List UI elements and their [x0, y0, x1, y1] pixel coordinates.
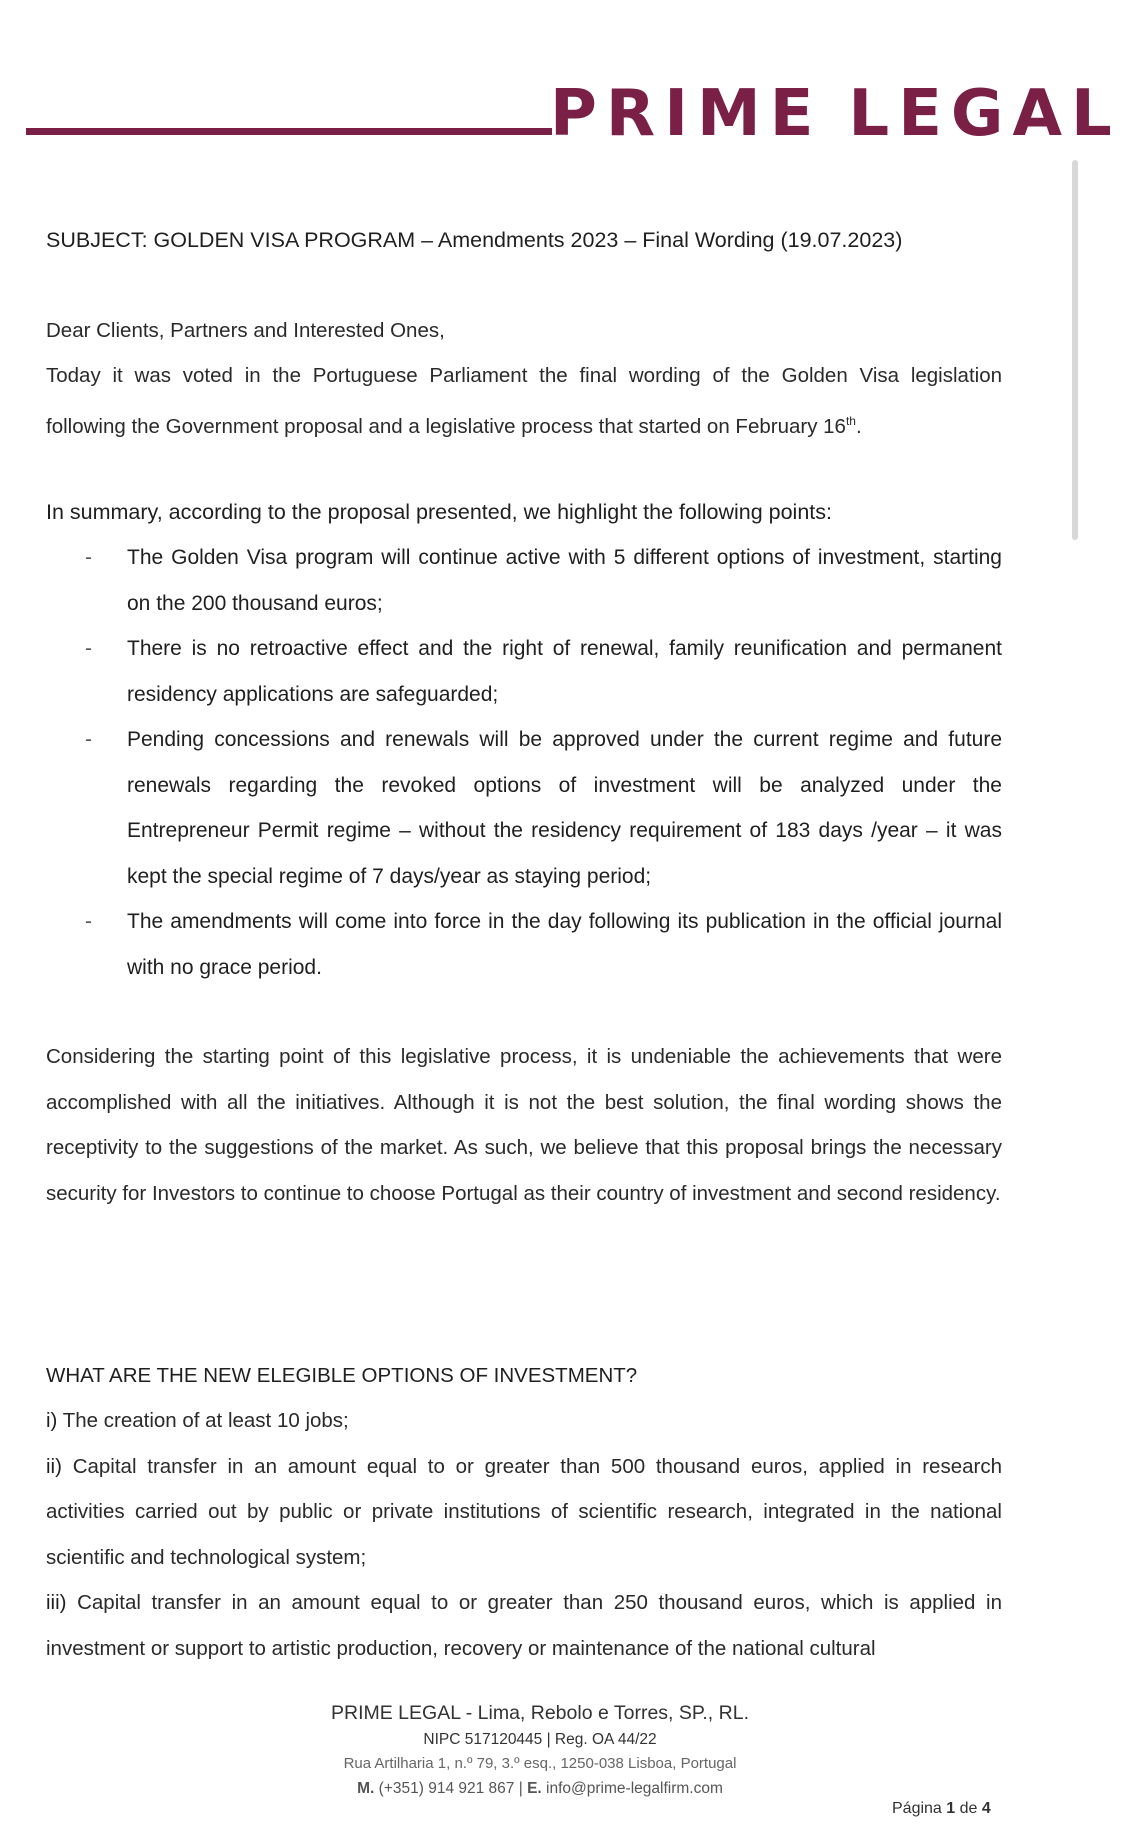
list-item: - There is no retroactive effect and the right of renewal, family reunification and permanent residency applications are safeguarded;	[85, 637, 1002, 706]
logo-word-legal: LEGAL	[848, 77, 1121, 151]
intro-paragraph	[46, 353, 1002, 449]
option-item: iii) Capital transfer in an amount equal to or greater than 250 thousand euros, which is applied in investment or support to artistic production, recovery or maintenance of the national cultural	[46, 1591, 1002, 1660]
page-indicator: Página 1 de 4	[892, 1800, 991, 1817]
footer-registration: NIPC 517120445 | Reg. OA 44/22	[423, 1731, 657, 1748]
footer-firm-name: PRIME LEGAL - Lima, Rebolo e Torres, SP., RL.	[331, 1702, 749, 1724]
summary-bullet-list	[46, 535, 1002, 990]
intro-line-1: Today it was voted in the Portuguese Parliament the final wording of the Golden Visa legislation	[46, 364, 1002, 387]
prime-legal-logo	[550, 77, 1121, 151]
footer-contacts: M. (+351) 914 921 867 | E. info@prime-legalfirm.com	[357, 1780, 723, 1797]
subject-line: SUBJECT: GOLDEN VISA PROGRAM – Amendments 2023 – Final Wording (19.07.2023)	[46, 228, 903, 252]
scrollbar-thumb[interactable]	[1072, 160, 1078, 540]
conclusion-paragraph: Considering the starting point of this legislative process, it is undeniable the achievements that were accomplished with all the initiatives. Although it is not the best solution, the final wording shows the receptivity to the suggestions of the market. As such, we believe that this proposal brings the necessary security for Investors to continue to choose Portugal as their country of investment and second residency.	[46, 1045, 1002, 1205]
list-item: - Pending concessions and renewals will be approved under the current regime and future renewals regarding the revoked options of investment will be analyzed under the Entrepreneur Permit regime – without the residency requirement of 183 days /year – it was kept the special regime of 7 days/year as staying period;	[85, 728, 1002, 888]
greeting: Dear Clients, Partners and Interested Ones,	[46, 319, 445, 342]
header-rule	[26, 128, 552, 135]
summary-heading: In summary, according to the proposal presented, we highlight the following points:	[46, 500, 832, 524]
footer-phone: (+351) 914 921 867	[378, 1780, 515, 1797]
options-heading: WHAT ARE THE NEW ELEGIBLE OPTIONS OF INVESTMENT?	[46, 1364, 638, 1387]
footer-email[interactable]: info@prime-legalfirm.com	[546, 1780, 723, 1797]
list-item: - The Golden Visa program will continue active with 5 different options of investment, starting on the 200 thousand euros;	[85, 546, 1002, 615]
footer-address: Rua Artilharia 1, n.º 79, 3.º esq., 1250-038 Lisboa, Portugal	[343, 1755, 737, 1772]
intro-line-2: following the Government proposal and a legislative process that started on February 16th.	[46, 413, 862, 438]
options-list	[46, 1398, 1002, 1671]
list-item: - The amendments will come into force in the day following its publication in the official journal with no grace period.	[85, 910, 1002, 979]
option-item: i) The creation of at least 10 jobs;	[46, 1409, 349, 1432]
logo-word-prime: PRIME	[550, 77, 823, 151]
option-item: ii) Capital transfer in an amount equal to or greater than 500 thousand euros, applied in research activities carried out by public or private institutions of scientific research, integrated in the national scientific and technological system;	[46, 1454, 1002, 1569]
footer	[0, 1698, 1080, 1802]
